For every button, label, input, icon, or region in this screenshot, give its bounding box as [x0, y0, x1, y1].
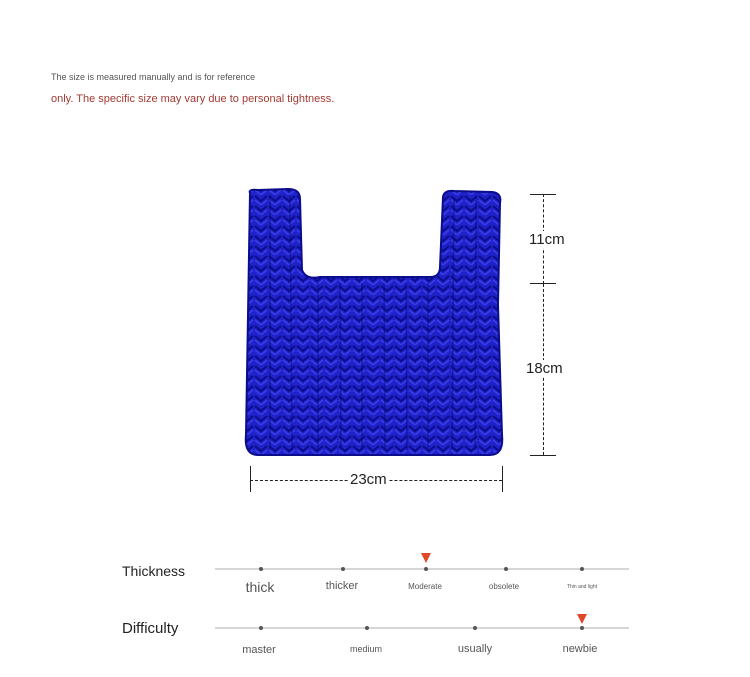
thickness-option-label: thicker	[325, 580, 359, 592]
dim-body-bottom-tick	[530, 455, 556, 456]
size-note-line2: only. The specific size may vary due to personal tightness.	[51, 93, 335, 105]
difficulty-scale-line	[215, 627, 629, 629]
knitted-bag-image	[240, 185, 510, 465]
difficulty-dot	[365, 626, 369, 630]
thickness-selected-marker-icon	[421, 553, 431, 563]
difficulty-selected-marker-icon	[577, 614, 587, 624]
difficulty-option-label: medium	[349, 644, 383, 654]
difficulty-option-label: master	[242, 644, 276, 656]
thickness-option-label: Moderate	[408, 582, 442, 591]
dim-width-left-tick	[250, 466, 251, 492]
difficulty-option-label: usually	[457, 643, 493, 655]
thickness-dot	[580, 567, 584, 571]
dim-width-right-tick	[502, 466, 503, 492]
thickness-dot	[341, 567, 345, 571]
thickness-dot	[504, 567, 508, 571]
dim-body-label: 18cm	[526, 360, 563, 377]
thickness-dot	[259, 567, 263, 571]
thickness-scale-line	[215, 568, 629, 570]
thickness-dot	[424, 567, 428, 571]
difficulty-dot	[473, 626, 477, 630]
dim-handle-label: 11cm	[529, 231, 565, 248]
size-note-line1: The size is measured manually and is for reference	[51, 72, 256, 82]
thickness-option-label: obsolete	[488, 582, 520, 591]
difficulty-dot	[259, 626, 263, 630]
dim-width-label: 23cm	[350, 471, 387, 488]
difficulty-title: Difficulty	[122, 620, 179, 637]
thickness-title: Thickness	[122, 563, 186, 579]
difficulty-option-label: newbie	[562, 643, 598, 655]
thickness-option-label: Thin and light	[566, 584, 598, 590]
thickness-option-label: thick	[245, 579, 275, 595]
difficulty-dot	[580, 626, 584, 630]
